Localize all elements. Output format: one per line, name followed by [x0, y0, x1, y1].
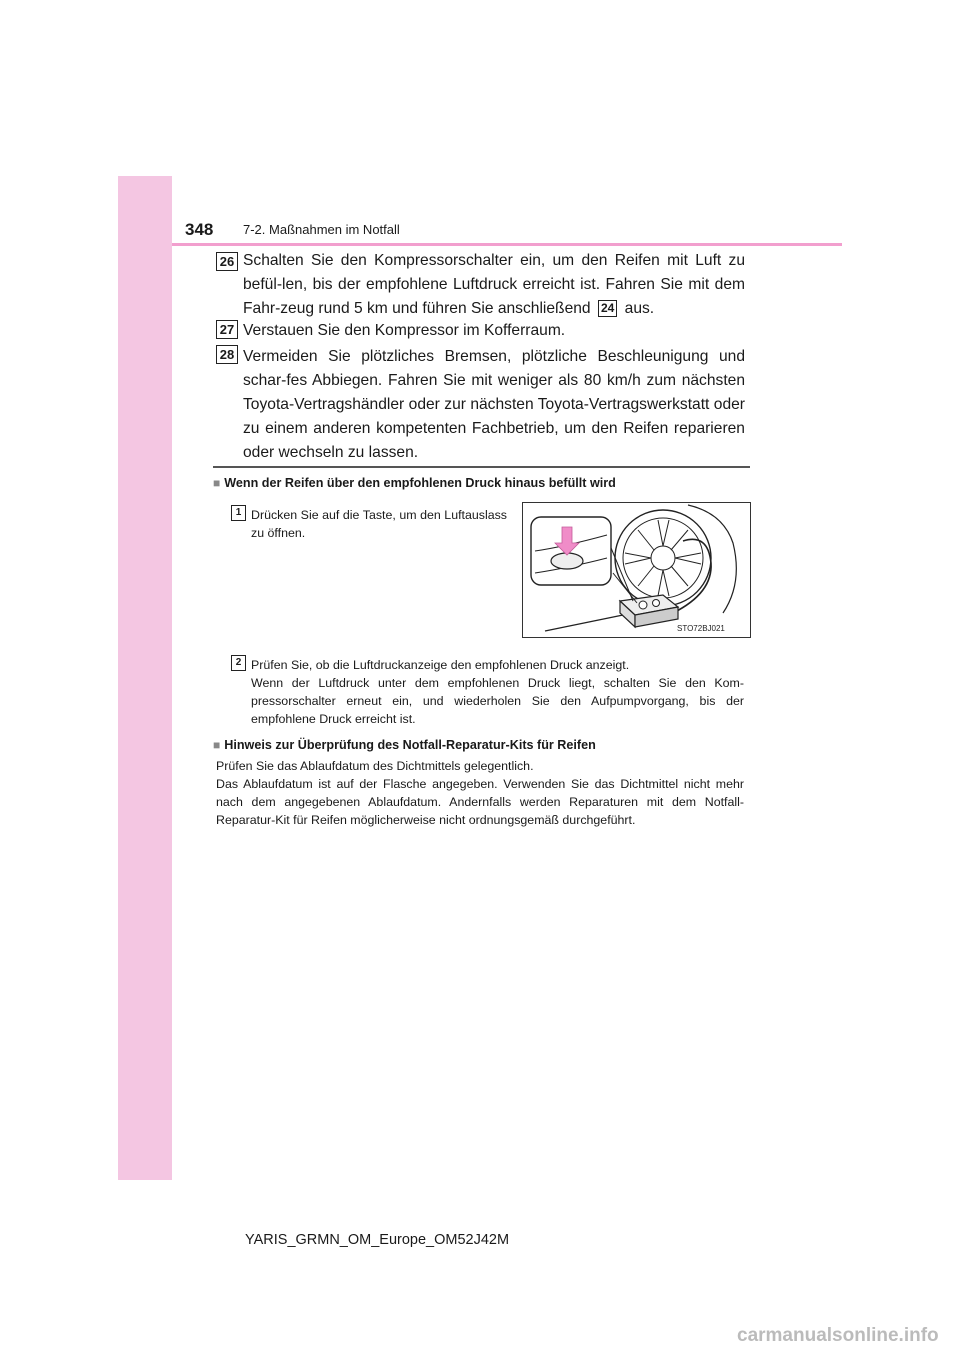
- kit-check-line2: Das Ablaufdatum ist auf der Flasche angegeben. Verwenden Sie das Dichtmittel nicht mehr nach dem angegebenen Ablaufdatum. Andernfalls werden Reparaturen mit dem Notfall-Reparatur-Kit für Reifen möglicherweise nicht ordnungsgemäß durchgeführt.: [216, 777, 744, 827]
- section-heading-overfill: [213, 476, 616, 490]
- page-number: 348: [185, 220, 214, 239]
- header-rule: [172, 243, 842, 246]
- section-heading-kit-check: [213, 738, 596, 752]
- step-2-line2: Wenn der Luftdruck unter dem empfohlenen Druck liegt, schalten Sie den Kom-pressorschalter erneut ein, und wiederholen Sie den Aufpumpvorgang, bis der empfohlene Druck erreicht ist.: [251, 676, 744, 726]
- step-2-line1: Prüfen Sie, ob die Luftdruckanzeige den empfohlenen Druck anzeigt.: [251, 658, 630, 672]
- kit-check-text: [216, 757, 744, 829]
- step-28-text: Vermeiden Sie plötzliches Bremsen, plötzliche Beschleunigung und schar-fes Abbiegen. Fahren Sie mit weniger als 80 km/h zum nächsten Toyota-Vertragshändler oder zur nächsten Toyota-Vertragswerkstatt oder zu einem anderen kompetenten Fachbetrieb, um den Reifen reparieren oder wechseln zu lassen.: [243, 348, 745, 461]
- section-heading-kit-check-text: Hinweis zur Überprüfung des Notfall-Reparatur-Kits für Reifen: [224, 738, 596, 752]
- step-1-text: Drücken Sie auf die Taste, um den Luftauslass zu öffnen.: [251, 508, 507, 540]
- step-badge-28: 28: [216, 345, 238, 364]
- step-badge-26: 26: [216, 252, 238, 271]
- kit-check-line1: Prüfen Sie das Ablaufdatum des Dichtmittels gelegentlich.: [216, 759, 534, 773]
- step-2-text: [251, 656, 744, 728]
- step-badge-27: 27: [216, 320, 238, 339]
- section-title: 7-2. Maßnahmen im Notfall: [243, 222, 400, 237]
- inline-step-badge-24: 24: [598, 300, 617, 317]
- watermark: carmanualsonline.info: [737, 1325, 939, 1346]
- chapter-sidebar-bar: [118, 176, 172, 1180]
- tire-compressor-illustration: [522, 502, 751, 638]
- step-26-text: [243, 249, 745, 321]
- step-26-text-before: Schalten Sie den Kompressorschalter ein, um den Reifen mit Luft zu befül-len, bis der empfohlene Luftdruck erreicht ist. Fahren Sie mit dem Fahr-zeug rund 5 km und führen Sie anschließend: [243, 252, 745, 317]
- square-bullet-icon: ■: [213, 476, 221, 490]
- step-27-text: Verstauen Sie den Kompressor im Kofferraum.: [243, 322, 566, 339]
- section-divider: [213, 466, 750, 468]
- section-heading-overfill-text: Wenn der Reifen über den empfohlenen Druck hinaus befüllt wird: [224, 476, 616, 490]
- step-badge-2: 2: [231, 655, 246, 671]
- square-bullet-icon: ■: [213, 738, 221, 752]
- step-badge-1: 1: [231, 505, 246, 521]
- step-26-text-after: aus.: [624, 300, 655, 317]
- document-code: YARIS_GRMN_OM_Europe_OM52J42M: [245, 1232, 510, 1248]
- figure-code: STO72BJ021: [677, 624, 725, 633]
